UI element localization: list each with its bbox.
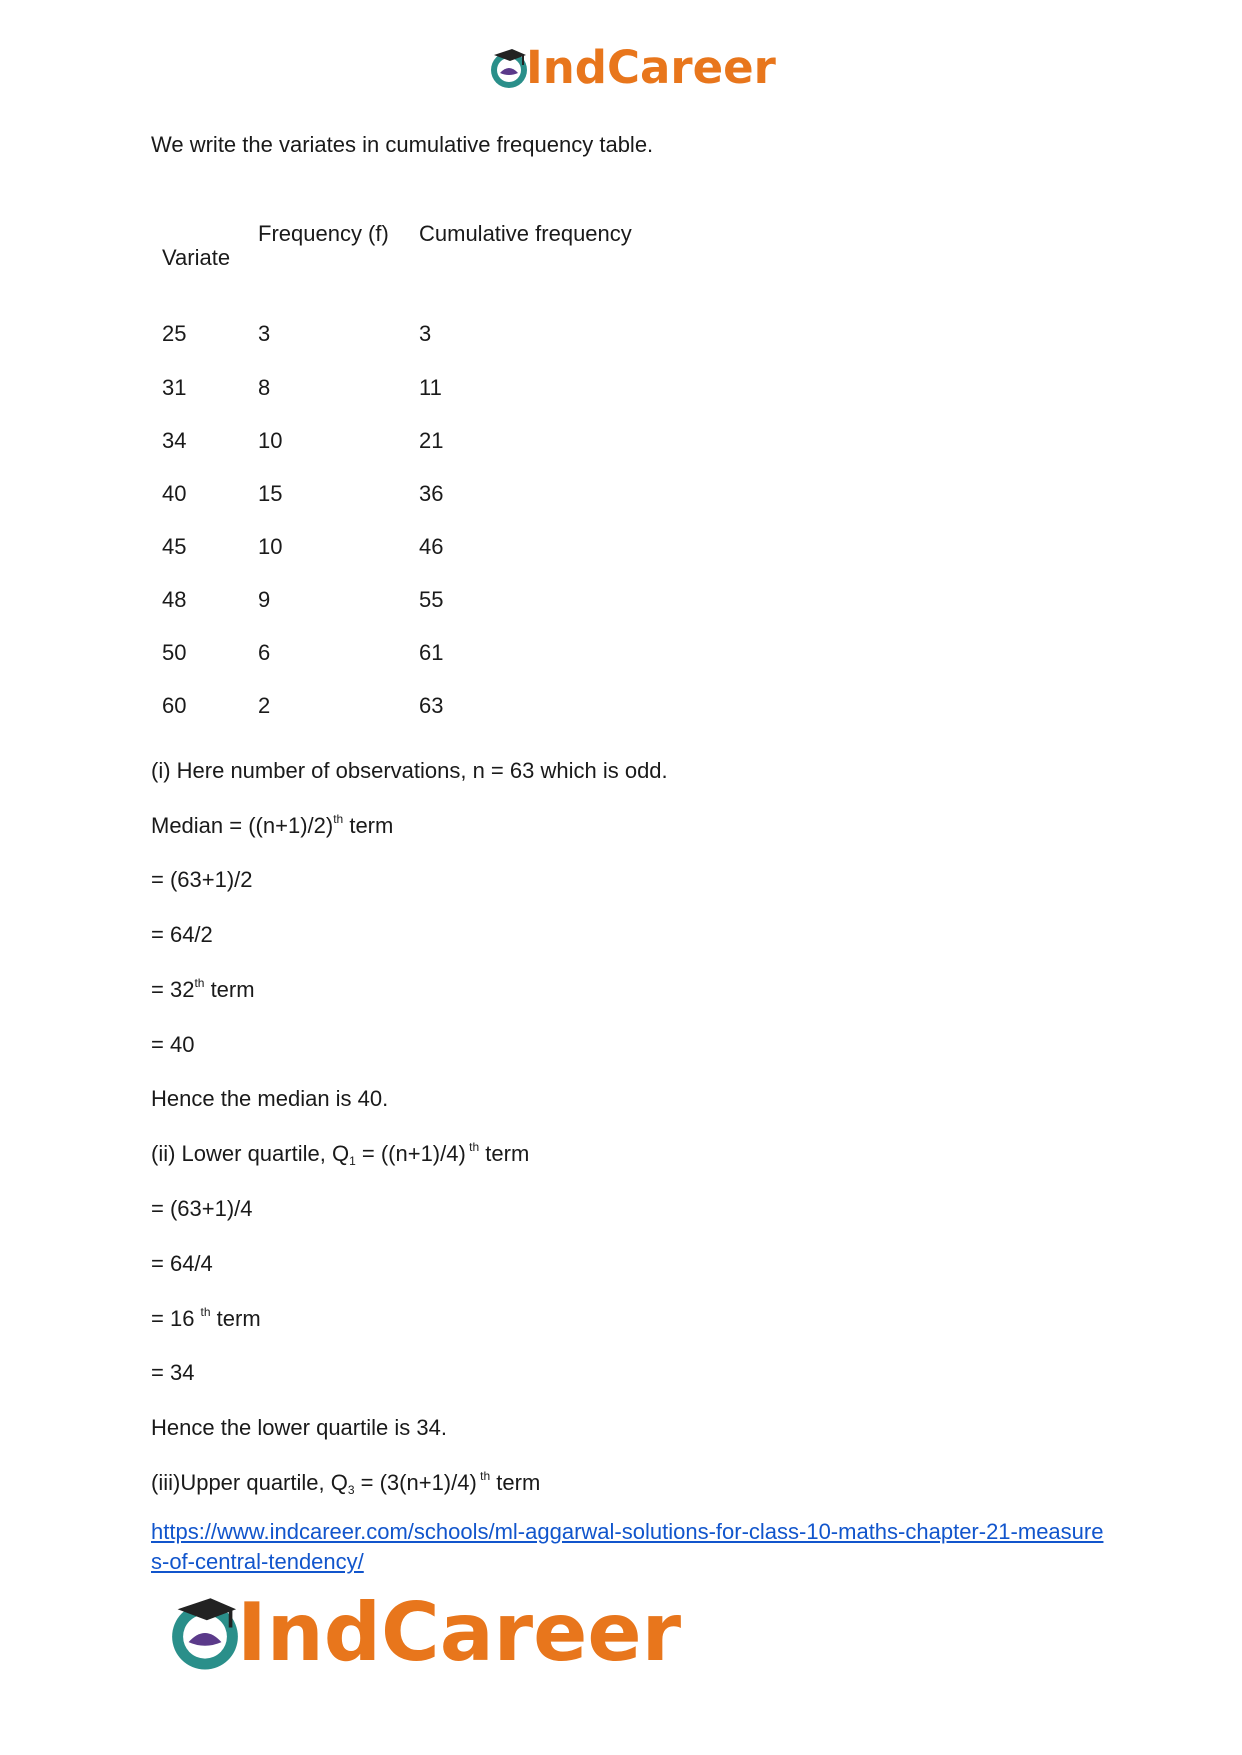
table-cell: 34 [162, 428, 187, 453]
intro-text: We write the variates in cumulative frequency table. [151, 132, 654, 157]
step-line [151, 1305, 261, 1333]
lower-quartile-formula [151, 1140, 529, 1168]
median-conclusion: Hence the median is 40. [151, 1086, 389, 1111]
table-cell: 45 [162, 534, 187, 559]
table-header-frequency: Frequency (f) [258, 221, 389, 246]
logo-text: IndCareer [237, 1586, 682, 1679]
table-cell: 9 [258, 587, 271, 612]
table-cell: 10 [258, 534, 283, 559]
text: Median = ((n+1)/2) [151, 813, 334, 838]
globe-graduation-icon [163, 1591, 247, 1675]
text: term [210, 1306, 261, 1331]
text: (ii) Lower quartile, Q [151, 1141, 350, 1166]
upper-quartile-formula [151, 1469, 540, 1497]
step-line: = 40 [151, 1032, 195, 1057]
table-cell: 55 [419, 587, 444, 612]
text: term [343, 813, 394, 838]
table-cell: 3 [419, 321, 432, 346]
lower-quartile-conclusion: Hence the lower quartile is 34. [151, 1415, 447, 1440]
table-cell: 50 [162, 640, 187, 665]
table-cell: 36 [419, 481, 444, 506]
text: = 16 [151, 1306, 201, 1331]
table-cell: 46 [419, 534, 444, 559]
median-formula [151, 812, 393, 840]
subscript: 1 [349, 1154, 356, 1168]
text: (iii)Upper quartile, Q [151, 1470, 348, 1495]
superscript: th [465, 1140, 480, 1154]
superscript: th [333, 812, 344, 826]
text: term [490, 1470, 541, 1495]
step-line: = 64/2 [151, 922, 213, 947]
step-line: = 34 [151, 1360, 195, 1385]
source-link[interactable]: https://www.indcareer.com/schools/ml-aggarwal-solutions-for-class-10-maths-chapter-21-measures-of-central-tendency/ [151, 1519, 1104, 1574]
text: = (3(n+1)/4) [354, 1470, 477, 1495]
table-cell: 8 [258, 375, 271, 400]
table-cell: 21 [419, 428, 444, 453]
text: term [479, 1141, 530, 1166]
table-header-variate: Variate [162, 245, 231, 270]
step-line [151, 976, 255, 1004]
text: term [204, 977, 255, 1002]
footer-logo [163, 1587, 681, 1679]
table-cell: 10 [258, 428, 283, 453]
table-cell: 15 [258, 481, 283, 506]
table-cell: 31 [162, 375, 187, 400]
step-line: = (63+1)/4 [151, 1196, 253, 1221]
observations-line: (i) Here number of observations, n = 63 which is odd. [151, 758, 668, 783]
superscript: th [200, 1305, 211, 1319]
table-cell: 40 [162, 481, 187, 506]
subscript: 3 [347, 1483, 355, 1497]
table-cell: 6 [258, 640, 271, 665]
table-cell: 63 [419, 693, 444, 718]
table-cell: 3 [258, 321, 271, 346]
step-line: = (63+1)/2 [151, 867, 253, 892]
table-header-cumulative: Cumulative frequency [419, 221, 632, 246]
text: = ((n+1)/4) [355, 1141, 466, 1166]
table-cell: 60 [162, 693, 187, 718]
superscript: th [194, 976, 205, 990]
table-cell: 11 [419, 375, 442, 400]
text: = 32 [151, 977, 195, 1002]
table-cell: 2 [258, 693, 271, 718]
superscript: th [476, 1469, 491, 1483]
table-cell: 61 [419, 640, 444, 665]
table-cell: 48 [162, 587, 187, 612]
header-logo [486, 40, 776, 96]
table-cell: 25 [162, 321, 187, 346]
step-line: = 64/4 [151, 1251, 213, 1276]
logo-text: IndCareer [526, 41, 776, 94]
